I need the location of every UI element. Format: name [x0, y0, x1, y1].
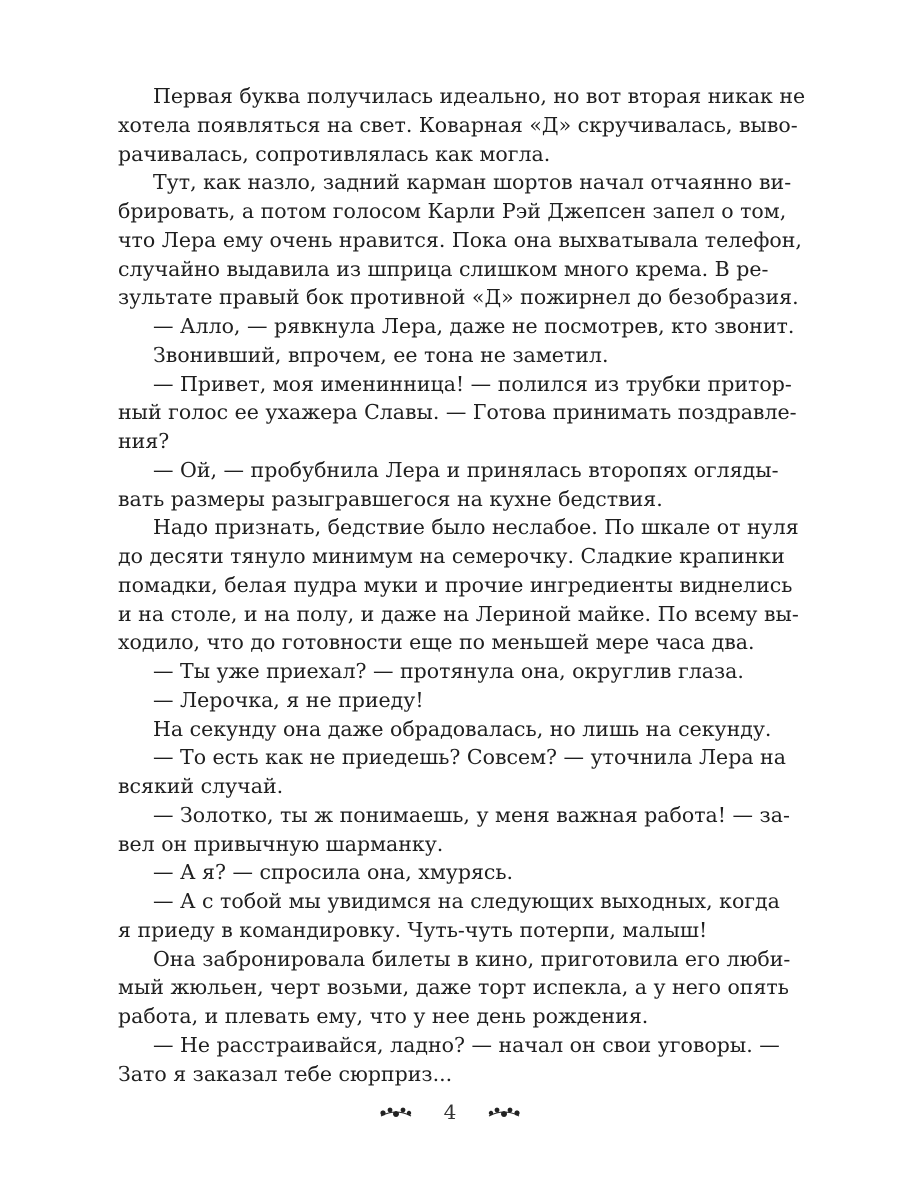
- text-line: брировать, а потом голосом Карли Рэй Джепсен запел о том,: [118, 199, 787, 223]
- text-line: Тут, как назло, задний карман шортов начал отчаянно ви-: [153, 170, 792, 195]
- text-line: — Ой, — пробубнила Лера и принялась второпях огляды-: [153, 457, 779, 482]
- text-line: ный голос ее ухажера Славы. — Готова принимать поздравле-: [118, 400, 797, 425]
- text-line: работа, и плевать ему, что у нее день рождения.: [118, 1004, 649, 1028]
- text-line: всякий случай.: [118, 774, 284, 798]
- text-line: ходило, что до готовности еще по меньшей мере часа два.: [118, 630, 755, 655]
- text-line: — А с тобой мы увидимся на следующих выходных, когда: [153, 889, 780, 913]
- text-line: зультате правый бок противной «Д» пожирнел до безобразия.: [118, 285, 799, 310]
- text-line: — Алло, — рявкнула Лера, даже не посмотрев, кто звонит.: [153, 314, 795, 338]
- text-line: вать размеры разыгравшегося на кухне бедствия.: [118, 486, 663, 511]
- text-line: — То есть как не приедешь? Совсем? — уточнила Лера на: [153, 745, 786, 770]
- text-line: что Лера ему очень нравится. Пока она выхватывала телефон,: [118, 227, 802, 252]
- text-line: до десяти тянуло минимум на семерочку. Сладкие крапинки: [118, 544, 785, 568]
- text-line: Она забронировала билеты в кино, приготовила его люби-: [153, 946, 791, 971]
- floral-ornament-icon: [379, 1100, 413, 1124]
- text-line: мый жюльен, черт возьми, даже торт испекла, а у него опять: [118, 975, 789, 1000]
- text-line: Зато я заказал тебе сюрприз...: [118, 1061, 453, 1086]
- text-line: — Лерочка, я не приеду!: [153, 687, 424, 712]
- text-line: Звонивший, впрочем, ее тона не заметил.: [153, 342, 609, 367]
- text-line: вел он привычную шарманку.: [118, 831, 444, 856]
- text-line: — А я? — спросила она, хмурясь.: [153, 860, 514, 885]
- text-line: — Золотко, ты ж понимаешь, у меня важная работа! — за-: [153, 802, 790, 827]
- text-line: рачивалась, сопротивлялась как могла.: [118, 141, 551, 166]
- text-line: я приеду в командировку. Чуть-чуть потерпи, малыш!: [118, 917, 708, 942]
- text-line: На секунду она даже обрадовалась, но лишь на секунду.: [153, 716, 772, 741]
- text-line: ния?: [118, 429, 170, 453]
- book-page-text: [118, 82, 806, 1088]
- text-line: случайно выдавила из шприца слишком много крема. В ре-: [118, 256, 769, 281]
- text-line: помадки, белая пудра муки и прочие ингредиенты виднелись: [118, 572, 793, 597]
- page-number: 4: [443, 1099, 457, 1124]
- text-line: — Ты уже приехал? — протянула она, округлив глаза.: [153, 659, 744, 683]
- text-line: Надо признать, бедствие было неслабое. По шкале от нуля: [153, 515, 799, 540]
- text-line: хотела появляться на свет. Коварная «Д» скручивалась, выво-: [118, 112, 798, 137]
- text-line: Первая буква получилась идеально, но вот вторая никак не: [153, 84, 806, 108]
- page-footer: [0, 1098, 900, 1124]
- text-line: и на столе, и на полу, и даже на Лериной майке. По всему вы-: [118, 601, 799, 626]
- text-line: — Не расстраивайся, ладно? — начал он свои уговоры. —: [153, 1032, 780, 1057]
- floral-ornament-icon: [487, 1100, 521, 1124]
- text-line: — Привет, моя именинница! — полился из трубки притор-: [153, 371, 792, 396]
